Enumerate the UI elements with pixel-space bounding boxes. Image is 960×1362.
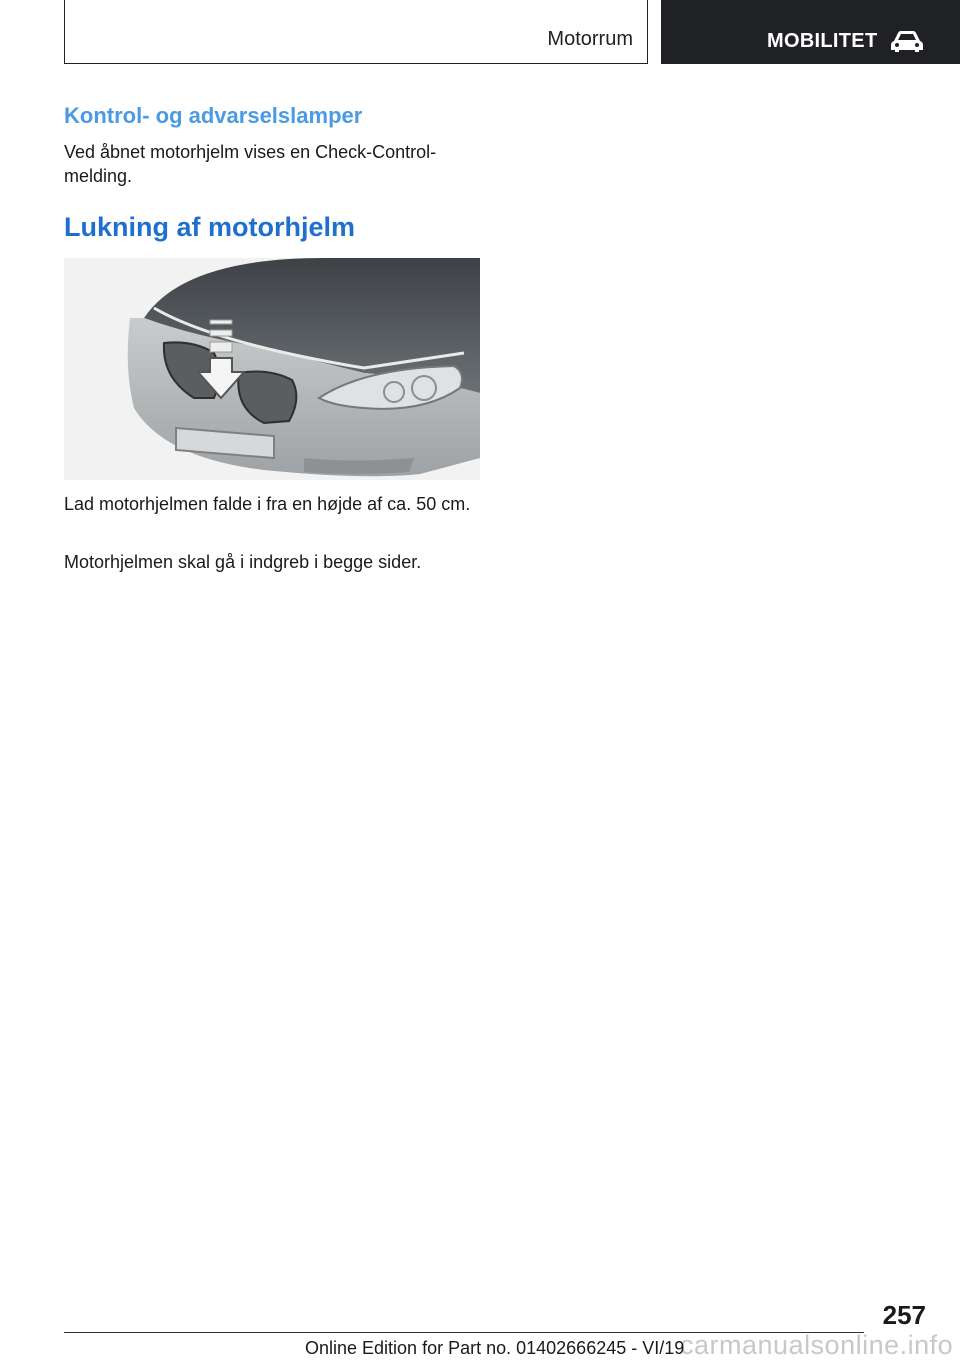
section-heading: Lukning af motorhjelm [64,212,356,242]
car-icon [889,28,925,54]
check-control-text: Ved åbnet motorhjelm vises en Check-Control-melding. [64,142,437,186]
hood-closing-illustration [64,258,480,480]
page-number: 257 [882,1300,926,1330]
watermark: carmanualsonline.info [680,1330,954,1360]
drop-height-text: Lad motorhjelmen falde i fra en højde af ca. 50 cm. [64,494,471,514]
section-title: Motorrum [547,28,633,50]
subheading: Kontrol- og advarselslamper [64,103,363,128]
footer-edition: Online Edition for Part no. 01402666245 - VI/19 [305,1338,685,1358]
engage-both-sides-text: Motorhjelmen skal gå i indgreb i begge sider. [64,552,422,572]
header-chapter-box [661,0,960,64]
car-front-illustration [64,258,480,480]
chapter-title: MOBILITET [767,30,878,52]
header-section-box [64,0,648,64]
